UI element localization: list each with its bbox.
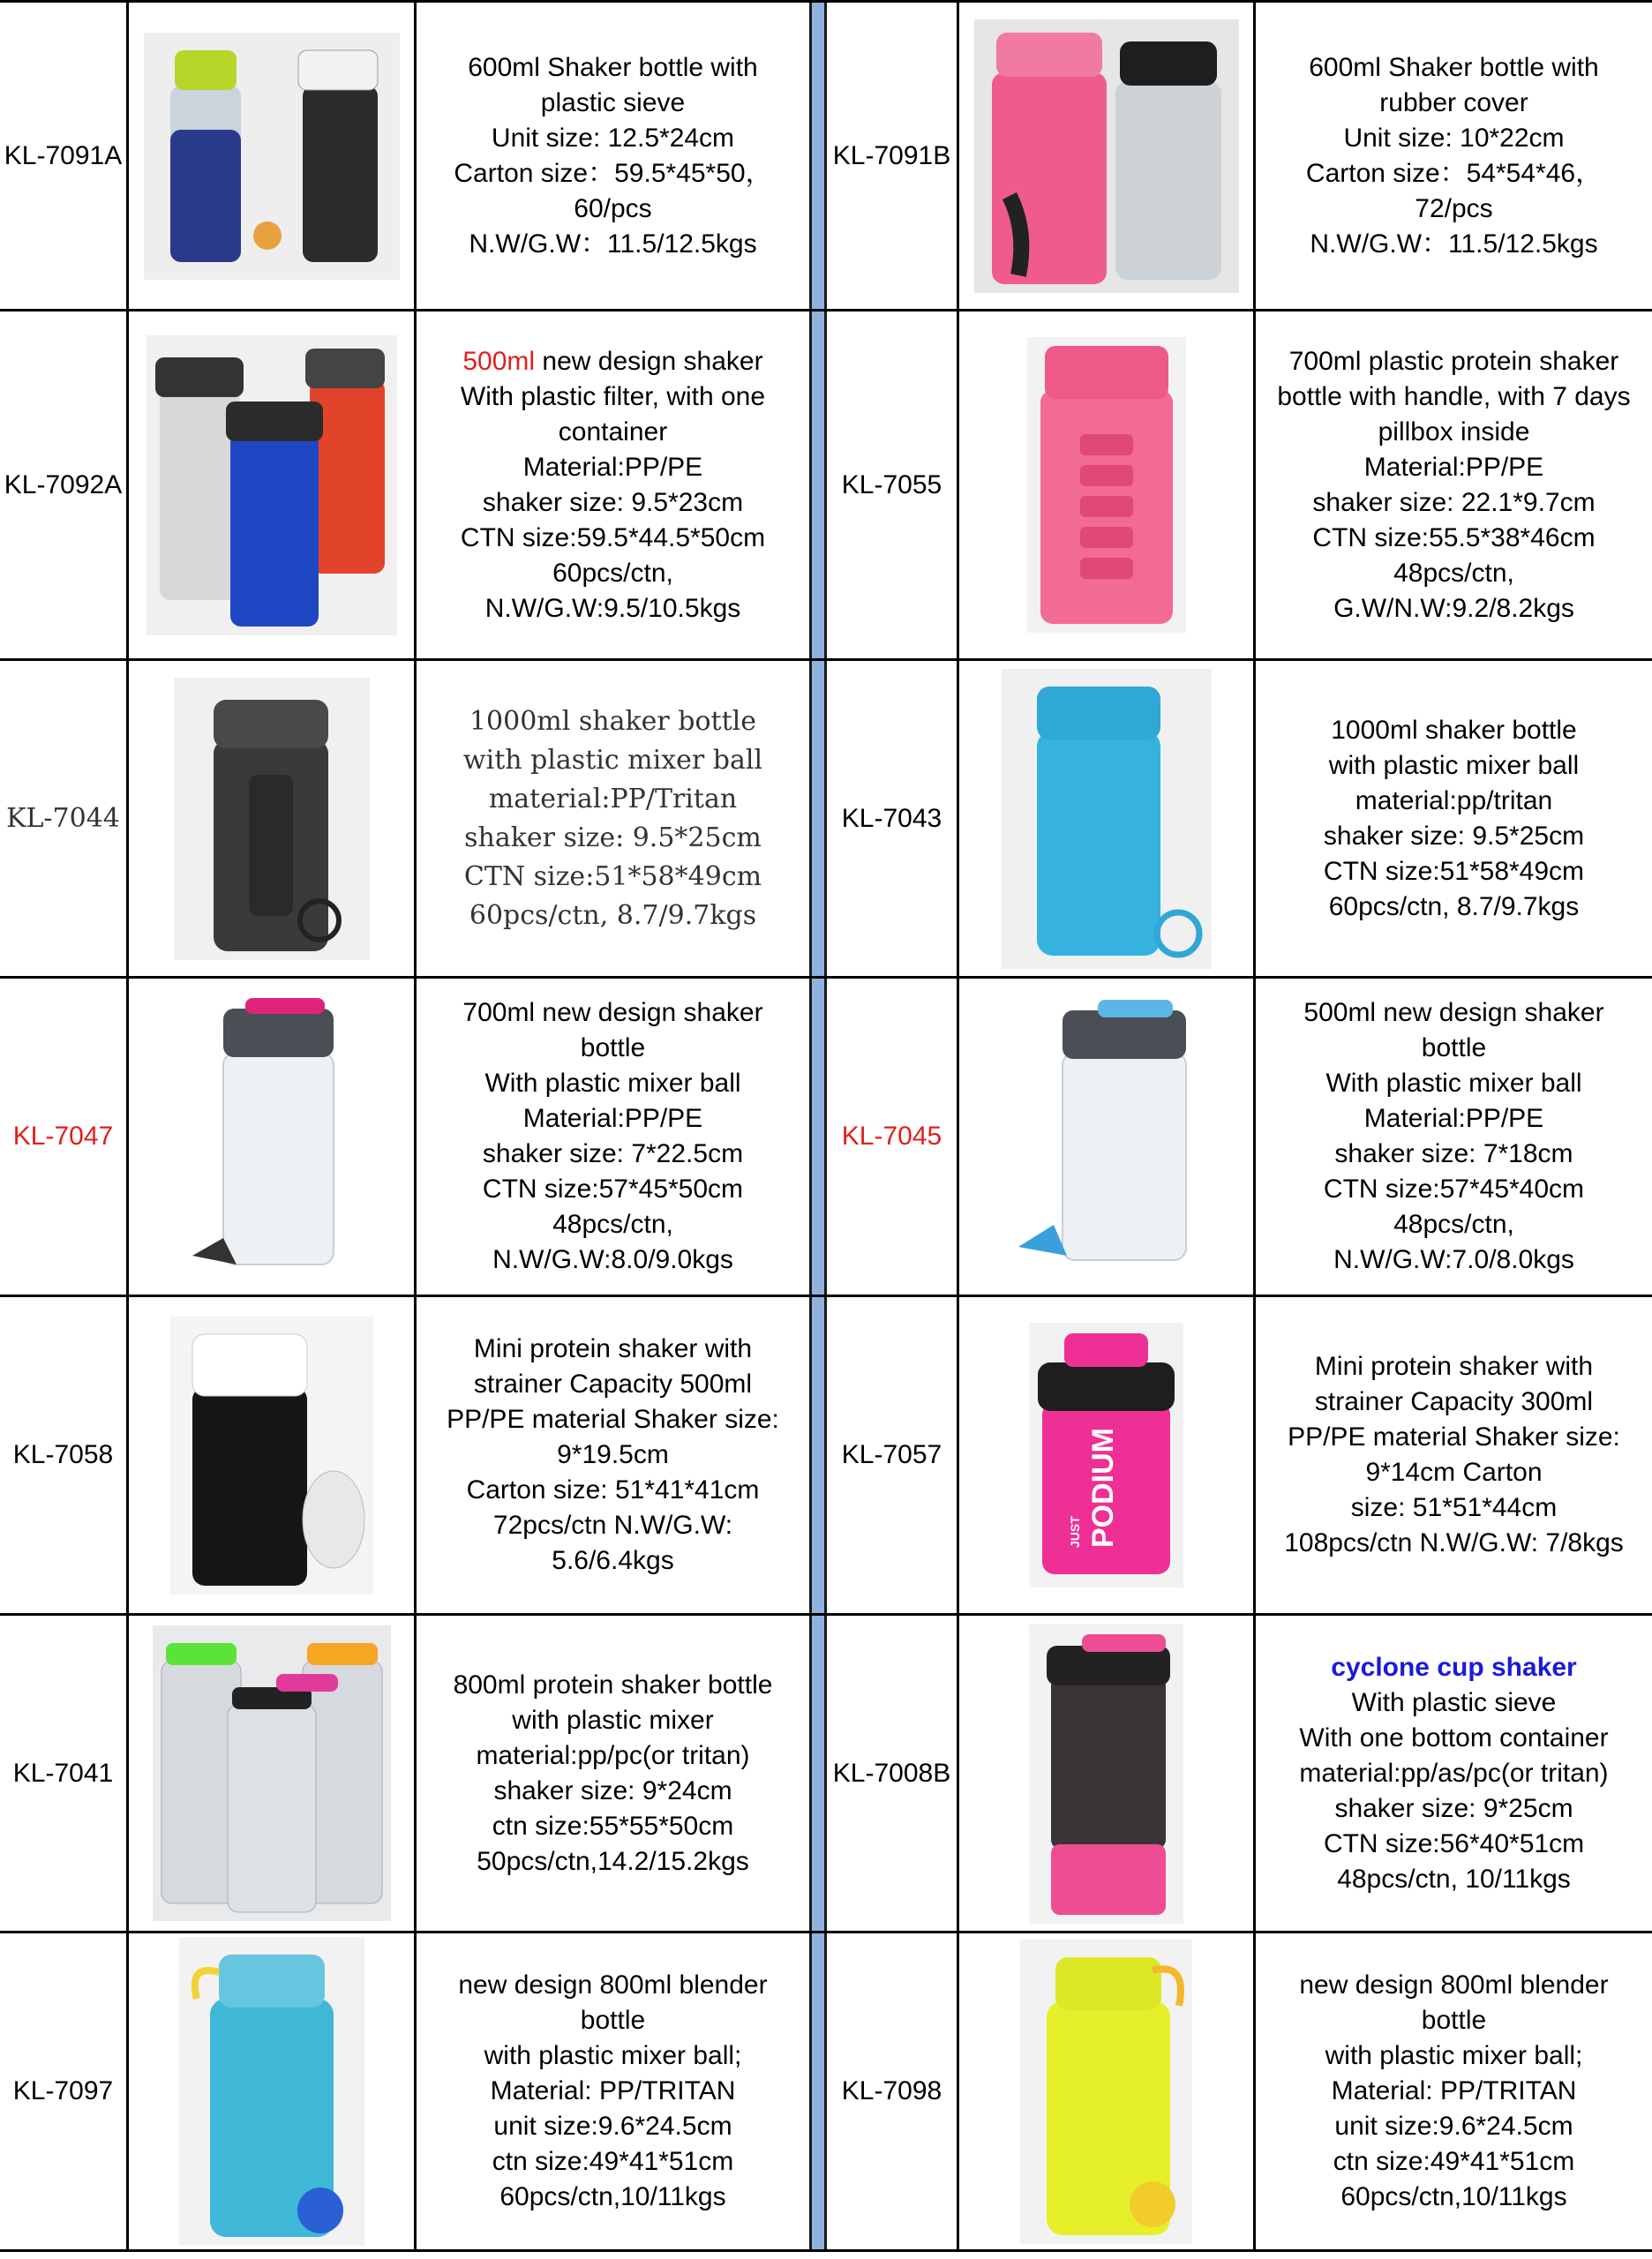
table-row	[0, 0, 1652, 309]
shaker-bottles-image	[153, 1625, 391, 1921]
product-code: KL-7043	[841, 803, 942, 833]
product-description: 1000ml shaker bottle with plastic mixer ball material:pp/tritan shaker size: 9.5*25cm CTN size:51*58*49cm 60pcs/ctn, 8.7/9.7kgs	[1323, 715, 1585, 921]
product-code: KL-7044	[6, 803, 120, 834]
just-label: JUST	[1068, 1516, 1082, 1548]
product-description: new design 800ml blender bottle with plastic mixer ball; Material: PP/TRITAN unit size:9.6*24.5cm ctn size:49*41*51cm 60pcs/ctn,10/11kgs	[1299, 1970, 1609, 2211]
shaker-bottle-image	[179, 1937, 364, 2246]
product-description: new design 800ml blender bottle with plastic mixer ball; Material: PP/TRITAN unit size:9.6*24.5cm ctn size:49*41*51cm 60pcs/ctn,10/11kgs	[458, 1970, 768, 2211]
product-description: Mini protein shaker with strainer Capacity 300ml PP/PE material Shaker size: 9*14cm Carton size: 51*51*44cm 108pcs/ctn N.W/G.W: 7/8kgs	[1284, 1352, 1624, 1557]
product-code: KL-7091A	[4, 140, 123, 170]
product-description: 600ml Shaker bottle with rubber cover Unit size: 10*22cm Carton size：54*54*46， 72/pcs N.W/G.W：11.5/12.5kgs	[1305, 52, 1603, 259]
product-image	[129, 1616, 414, 1931]
product-description: Mini protein shaker with strainer Capacity 500ml PP/PE material Shaker size: 9*19.5cm Carton size: 51*41*41cm 72pcs/ctn N.W/G.W: 5.6/6.4kgs	[447, 1334, 779, 1575]
product-image	[959, 979, 1253, 1295]
table-row	[0, 658, 1652, 976]
table-row	[0, 976, 1652, 1295]
product-code: KL-7008B	[832, 1758, 951, 1788]
product-code: KL-7045	[841, 1122, 942, 1151]
product-image	[959, 1297, 1253, 1613]
podium-label: PODIUM	[1086, 1428, 1120, 1548]
product-image	[129, 661, 414, 976]
product-image	[129, 1933, 414, 2249]
shaker-bottle-image	[1002, 669, 1212, 969]
shaker-bottle-image	[184, 991, 360, 1282]
product-image	[129, 979, 414, 1295]
shaker-bottle-image	[1029, 1624, 1183, 1924]
product-code: KL-7055	[841, 469, 942, 499]
product-image	[959, 3, 1253, 309]
shaker-bottle-image	[174, 678, 370, 960]
product-description: 500ml new design shaker With plastic filter, with one container Material:PP/PE shaker size: 9.5*23cm CTN size:59.5*44.5*50cm 60pcs/ctn, N.W/G.W:9.5/10.5kgs	[460, 346, 766, 623]
product-image	[959, 311, 1253, 658]
shaker-bottle-image	[170, 1317, 373, 1595]
product-description: cyclone cup shaker With plastic sieve With one bottom container material:pp/as/pc(or tritan) shaker size: 9*25cm CTN size:56*40*51cm 48pcs/ctn, 10/11kgs	[1299, 1652, 1609, 1894]
product-code: KL-7097	[12, 2076, 114, 2105]
product-code: KL-7091B	[832, 140, 951, 170]
table-row	[0, 309, 1652, 658]
product-description: 700ml plastic protein shaker bottle with handle, with 7 days pillbox inside Material:PP/PE shaker size: 22.1*9.7cm CTN size:55.5*38*46cm 48pcs/ctn, G.W/N.W:9.2/8.2kgs	[1277, 346, 1631, 623]
product-code: KL-7098	[841, 2076, 942, 2105]
shaker-bottle-image	[1001, 991, 1213, 1282]
capacity-highlight: 500ml	[462, 346, 536, 376]
product-description: 800ml protein shaker bottle with plastic mixer material:pp/pc(or tritan) shaker size: 9*24cm ctn size:55*55*50cm 50pcs/ctn,14.2/15.2kgs	[453, 1670, 773, 1876]
product-code: KL-7092A	[4, 469, 123, 499]
product-description: 700ml new design shaker bottle With plastic mixer ball Material:PP/PE shaker size: 7*22.5cm CTN size:57*45*50cm 48pcs/ctn, N.W/G.W:8.0/9.0kgs	[462, 998, 763, 1274]
product-image	[129, 311, 414, 658]
product-title: cyclone cup shaker	[1331, 1652, 1577, 1682]
product-image	[959, 661, 1253, 976]
product-code: KL-7047	[12, 1122, 114, 1151]
product-description: 600ml Shaker bottle with plastic sieve Unit size: 12.5*24cm Carton size：59.5*45*50， 60/pcs N.W/G.W：11.5/12.5kgs	[454, 52, 772, 259]
product-image	[959, 1616, 1253, 1931]
product-image	[129, 3, 414, 309]
shaker-bottle-image	[1029, 1323, 1183, 1587]
table-row	[0, 1931, 1652, 2252]
product-code: KL-7057	[841, 1440, 942, 1469]
shaker-bottles-image	[974, 19, 1239, 293]
product-description: 1000ml shaker bottle with plastic mixer ball material:PP/Tritan shaker size: 9.5*25cm CTN size:51*58*49cm 60pcs/ctn, 8.7/9.7kgs	[462, 705, 763, 931]
product-code: KL-7058	[12, 1440, 114, 1469]
shaker-bottle-image	[1027, 337, 1186, 633]
product-code: KL-7041	[12, 1758, 114, 1788]
shaker-bottles-image	[144, 33, 400, 280]
product-image	[959, 1933, 1253, 2249]
shaker-bottle-image	[1020, 1940, 1192, 2244]
shaker-bottles-image	[146, 335, 397, 635]
table-row	[0, 1295, 1652, 1613]
product-image	[129, 1297, 414, 1613]
table-row	[0, 1613, 1652, 1931]
product-description: 500ml new design shaker bottle With plastic mixer ball Material:PP/PE shaker size: 7*18cm CTN size:57*45*40cm 48pcs/ctn, N.W/G.W:7.0/8.0kgs	[1303, 998, 1604, 1274]
